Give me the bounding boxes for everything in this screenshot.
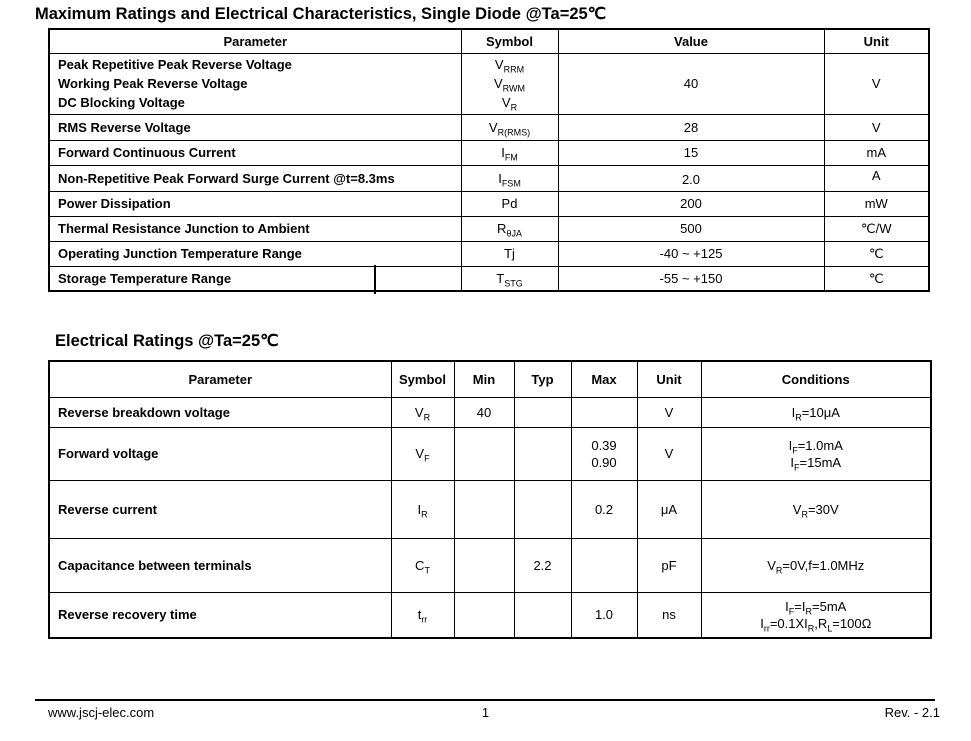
header-symbol: Symbol xyxy=(391,361,454,397)
parameter-cell: Power Dissipation xyxy=(49,191,461,216)
table-row xyxy=(49,397,931,427)
table-header-row xyxy=(49,29,929,53)
unit-cell: μA xyxy=(637,480,701,538)
symbol-cell: $I_R$ xyxy=(391,480,454,538)
table-header-row xyxy=(49,361,931,397)
table-row xyxy=(49,241,929,266)
parameter-cell: Peak Repetitive Peak Reverse Voltage Working Peak Reverse Voltage DC Blocking Voltage xyxy=(49,53,461,114)
max-cell: 0.2 xyxy=(571,480,637,538)
parameter-cell: Capacitance between terminals xyxy=(49,538,391,592)
table-row xyxy=(49,140,929,165)
table-row xyxy=(49,191,929,216)
unit-cell: pF xyxy=(637,538,701,592)
value-cell: 200 xyxy=(558,191,824,216)
value-cell: -55 ~ +150 xyxy=(558,266,824,291)
min-cell xyxy=(454,538,514,592)
max-ratings-table xyxy=(48,28,930,292)
parameter-cell: RMS Reverse Voltage xyxy=(49,114,461,140)
parameter-cell: Non-Repetitive Peak Forward Surge Current @t=8.3ms xyxy=(49,165,461,191)
table-row xyxy=(49,216,929,241)
value-cell: 28 xyxy=(558,114,824,140)
symbol-cell: $R_{\theta JA}$ xyxy=(461,216,558,241)
parameter-cell: Forward Continuous Current xyxy=(49,140,461,165)
conditions-cell: $V_R=30V$ xyxy=(701,480,931,538)
unit-cell: ℃/W xyxy=(824,216,929,241)
symbol-cell: Pd xyxy=(461,191,558,216)
header-symbol: Symbol xyxy=(461,29,558,53)
header-conditions: Conditions xyxy=(701,361,931,397)
header-unit: Unit xyxy=(824,29,929,53)
typ-cell xyxy=(514,397,571,427)
scan-artifact-line xyxy=(374,265,376,294)
typ-cell xyxy=(514,480,571,538)
table-row xyxy=(49,480,931,538)
header-parameter: Parameter xyxy=(49,361,391,397)
value-cell: 500 xyxy=(558,216,824,241)
unit-cell: A xyxy=(824,165,929,191)
unit-cell: mW xyxy=(824,191,929,216)
electrical-ratings-title: Electrical Ratings @Ta=25℃ xyxy=(55,332,279,350)
table-row xyxy=(49,538,931,592)
min-cell xyxy=(454,480,514,538)
symbol-cell: $I_{FSM}$ xyxy=(461,165,558,191)
unit-cell: ns xyxy=(637,592,701,638)
unit-cell: V xyxy=(824,114,929,140)
table-row xyxy=(49,165,929,191)
symbol-cell: $V_{RRM}$ $V_{RWM}$ $V_R$ xyxy=(461,53,558,114)
conditions-cell: $I_R=10\mu A$ xyxy=(701,397,931,427)
table-row xyxy=(49,53,929,114)
parameter-cell: Storage Temperature Range xyxy=(49,266,461,291)
table-row xyxy=(49,114,929,140)
unit-cell: mA xyxy=(824,140,929,165)
symbol-cell: $I_{FM}$ xyxy=(461,140,558,165)
parameter-cell: Reverse recovery time xyxy=(49,592,391,638)
value-cell: 2.0 xyxy=(558,165,824,191)
value-cell: 15 xyxy=(558,140,824,165)
conditions-cell: $I_F=1.0mA$ $I_F=15mA$ xyxy=(701,427,931,480)
max-cell: 0.39 0.90 xyxy=(571,427,637,480)
symbol-cell: Tj xyxy=(461,241,558,266)
unit-cell: ℃ xyxy=(824,266,929,291)
parameter-cell: Forward voltage xyxy=(49,427,391,480)
symbol-cell: $V_{R(RMS)}$ xyxy=(461,114,558,140)
electrical-ratings-table xyxy=(48,360,932,639)
table-row xyxy=(49,427,931,480)
symbol-cell: $V_R$ xyxy=(391,397,454,427)
symbol-cell: $C_T$ xyxy=(391,538,454,592)
unit-cell: V xyxy=(824,53,929,114)
header-parameter: Parameter xyxy=(49,29,461,53)
symbol-cell: $V_F$ xyxy=(391,427,454,480)
min-cell xyxy=(454,592,514,638)
max-cell xyxy=(571,538,637,592)
parameter-cell: Thermal Resistance Junction to Ambient xyxy=(49,216,461,241)
page-number: 1 xyxy=(481,705,490,720)
symbol-cell: $T_{STG}$ xyxy=(461,266,558,291)
typ-cell xyxy=(514,427,571,480)
unit-cell: ℃ xyxy=(824,241,929,266)
min-cell: 40 xyxy=(454,397,514,427)
value-cell: -40 ~ +125 xyxy=(558,241,824,266)
unit-cell: V xyxy=(637,397,701,427)
table-row xyxy=(49,266,929,291)
max-cell: 1.0 xyxy=(571,592,637,638)
parameter-cell: Reverse current xyxy=(49,480,391,538)
typ-cell xyxy=(514,592,571,638)
unit-cell: V xyxy=(637,427,701,480)
symbol-cell: $t_{rr}$ xyxy=(391,592,454,638)
min-cell xyxy=(454,427,514,480)
header-unit: Unit xyxy=(637,361,701,397)
header-typ: Typ xyxy=(514,361,571,397)
value-cell: 40 xyxy=(558,53,824,114)
conditions-cell: $I_F=I_R=5mA$ $I_{rr}=0.1XI_R,R_L=100\Omega$ xyxy=(701,592,931,638)
footer-website: www.jscj-elec.com xyxy=(48,705,155,720)
conditions-cell: $V_R=0V,f=1.0MHz$ xyxy=(701,538,931,592)
typ-cell: 2.2 xyxy=(514,538,571,592)
header-value: Value xyxy=(558,29,824,53)
max-cell xyxy=(571,397,637,427)
max-ratings-title: Maximum Ratings and Electrical Characteristics, Single Diode @Ta=25℃ xyxy=(35,5,607,23)
parameter-cell: Operating Junction Temperature Range xyxy=(49,241,461,266)
footer-revision: Rev. - 2.1 xyxy=(884,705,940,720)
footer-divider xyxy=(35,699,935,701)
header-max: Max xyxy=(571,361,637,397)
header-min: Min xyxy=(454,361,514,397)
table-row xyxy=(49,592,931,638)
parameter-cell: Reverse breakdown voltage xyxy=(49,397,391,427)
